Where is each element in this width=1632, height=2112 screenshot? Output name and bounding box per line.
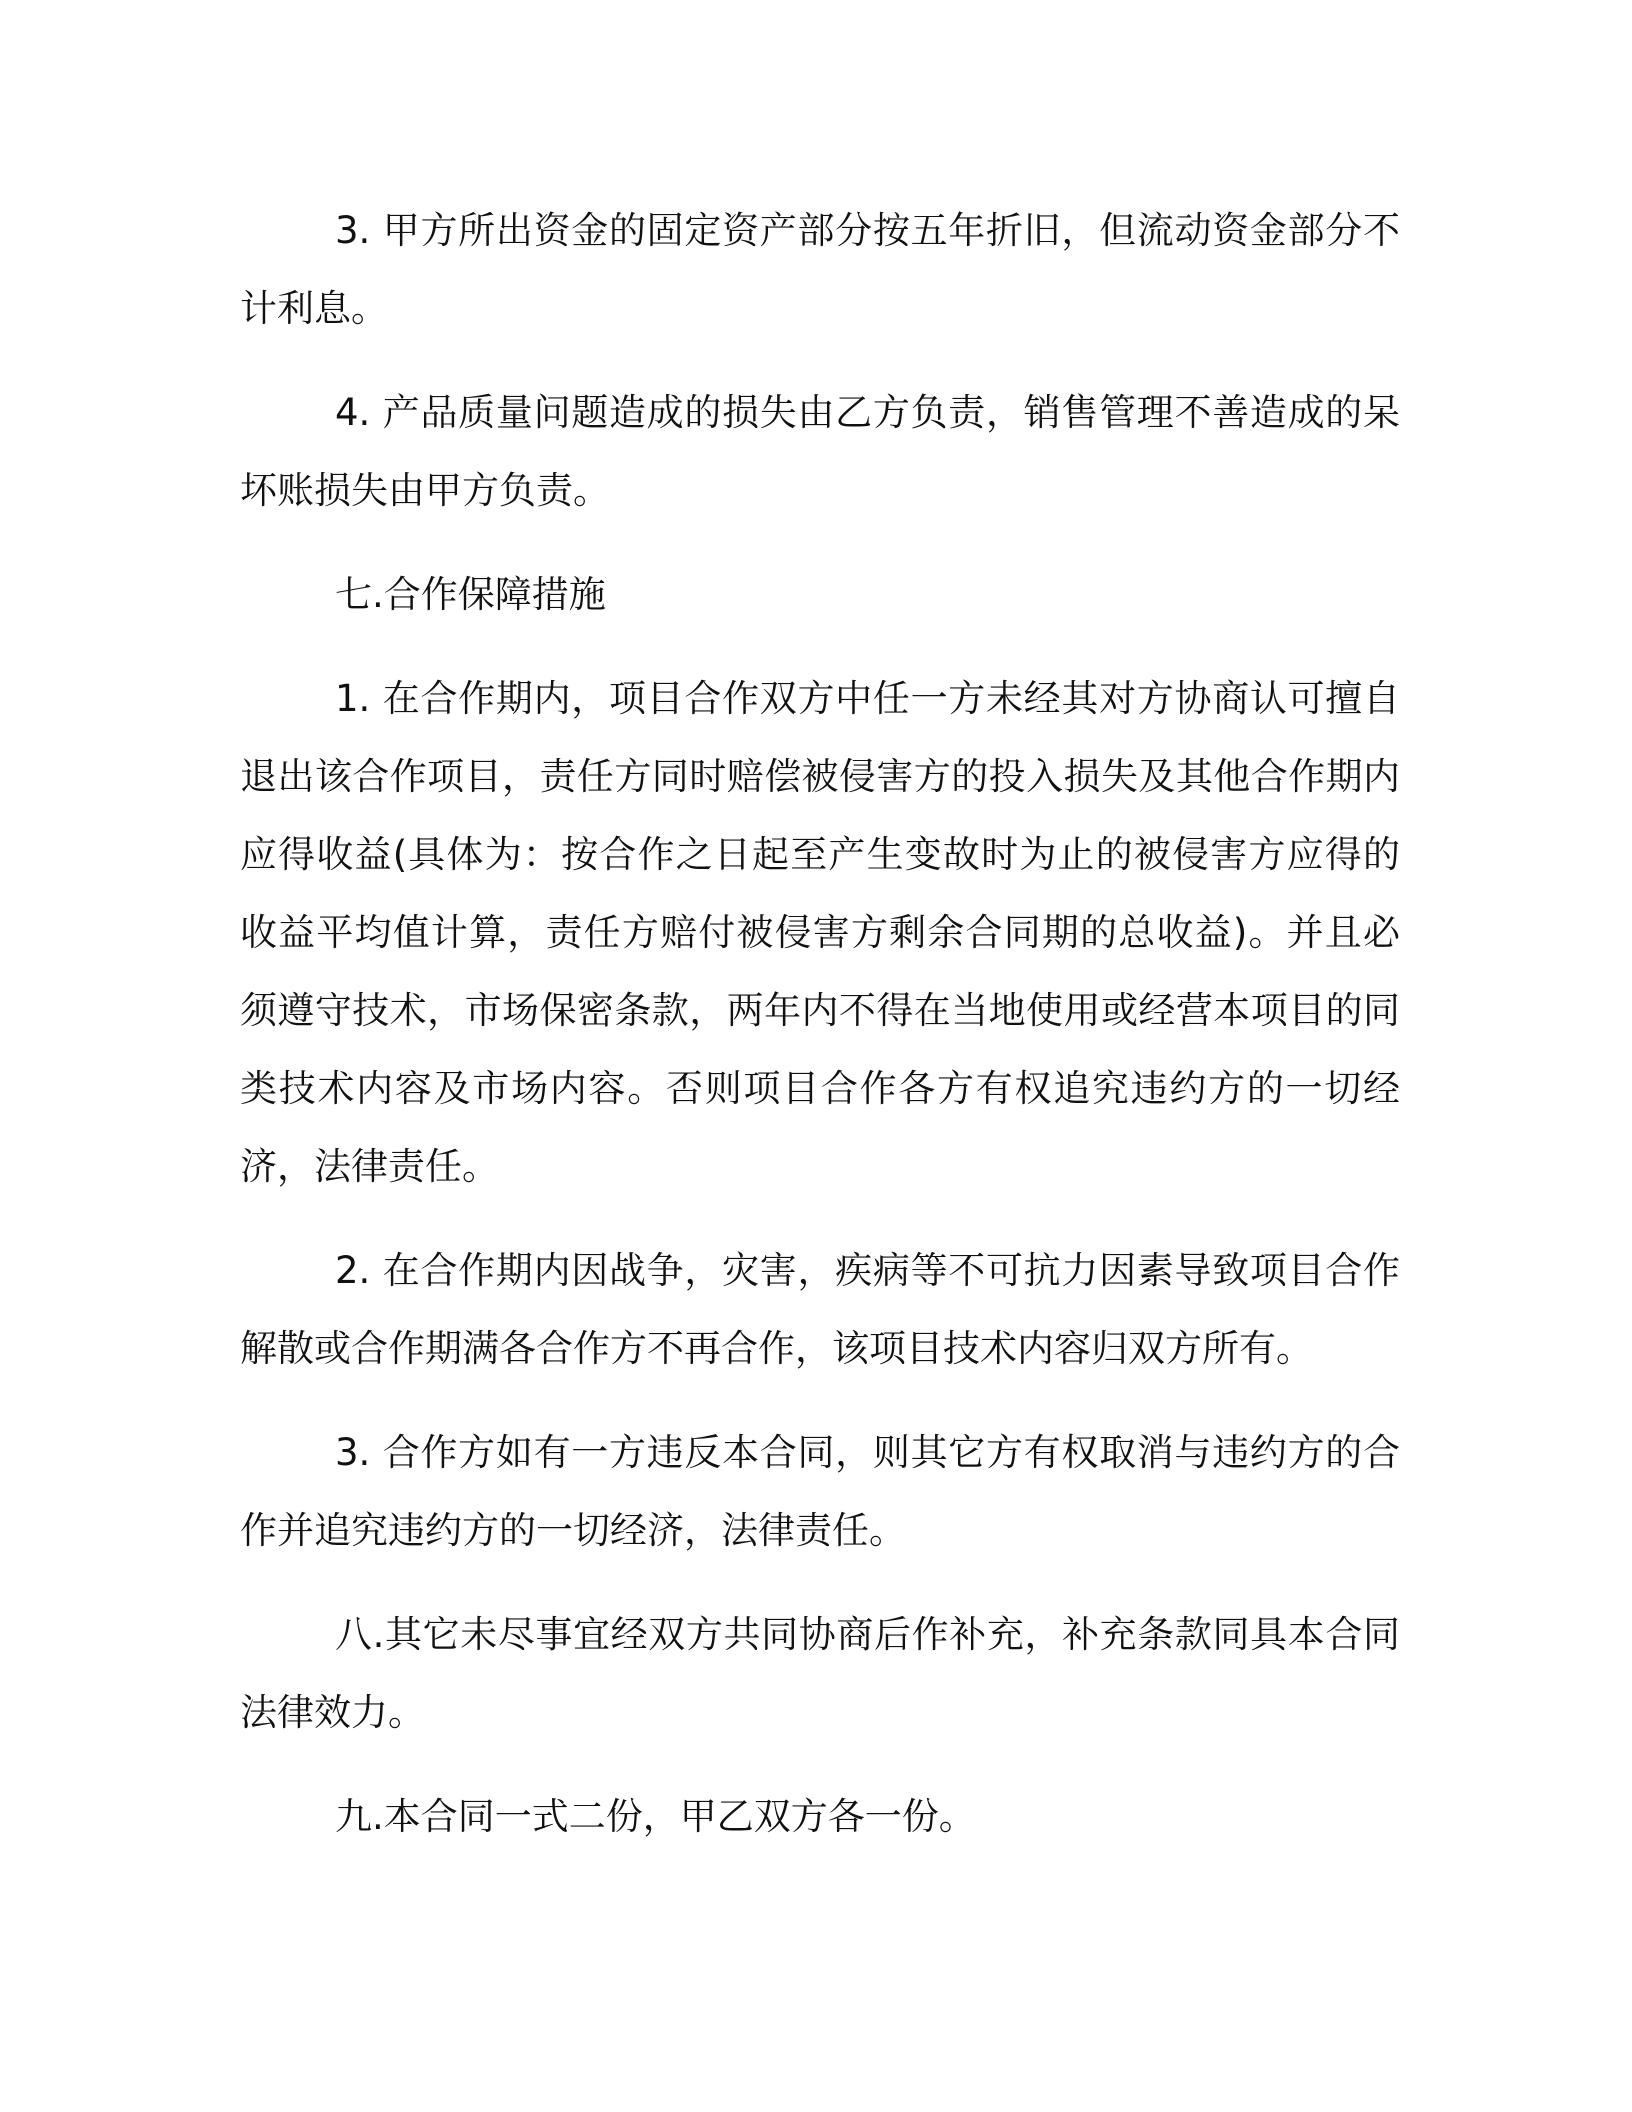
section-8-paragraph: 八.其它未尽事宜经双方共同协商后作补充，补充条款同具本合同法律效力。 xyxy=(240,1613,1400,1734)
clause-7-1-paragraph: 1. 在合作期内，项目合作双方中任一方未经其对方协商认可擅自退出该合作项目，责任方同时赔偿被侵害方的投入损失及其他合作期内应得收益(具体为：按合作之日起至产生变故时为止的被侵害方应得的收益平均值计算，责任方赔付被侵害方剩余合同期的总收益)。并且必须遵守技术，市场保密条款，两年内不得在当地使用或经营本项目的同类技术内容及市场内容。否则项目合作各方有权追究违约方的一切经济，法律责任。 xyxy=(240,677,1400,1188)
clause-7-3-paragraph: 3. 合作方如有一方违反本合同，则其它方有权取消与违约方的合作并追究违约方的一切经济，法律责任。 xyxy=(240,1431,1400,1552)
section-7-heading: 七.合作保障措施 xyxy=(335,573,606,616)
section-9-paragraph: 九.本合同一式二份，甲乙双方各一份。 xyxy=(335,1795,976,1838)
clause-6-4-paragraph: 4. 产品质量问题造成的损失由乙方负责，销售管理不善造成的呆坏账损失由甲方负责。 xyxy=(240,391,1400,512)
clause-7-2-paragraph: 2. 在合作期内因战争，灾害，疾病等不可抗力因素导致项目合作解散或合作期满各合作方不再合作，该项目技术内容归双方所有。 xyxy=(240,1249,1400,1370)
document-body xyxy=(240,192,1400,1882)
clause-6-3-paragraph: 3. 甲方所出资金的固定资产部分按五年折旧，但流动资金部分不计利息。 xyxy=(240,209,1400,330)
